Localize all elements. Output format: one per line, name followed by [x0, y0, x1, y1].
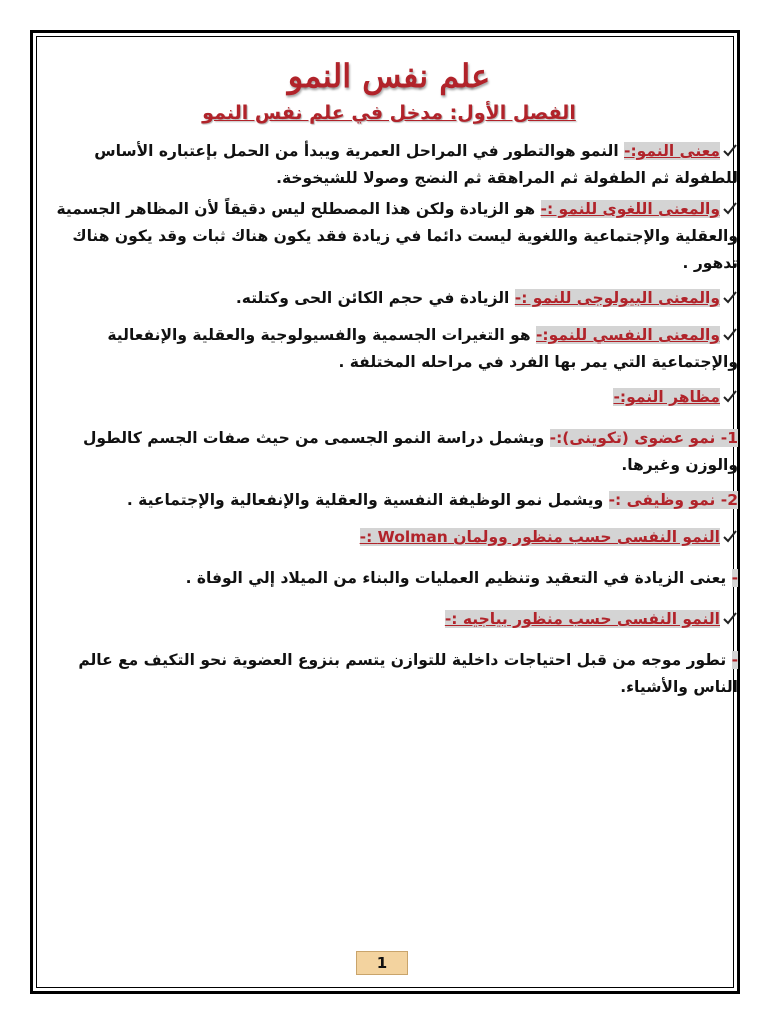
wolman-definition [36, 565, 742, 592]
section-heading-piaget [36, 606, 742, 633]
piaget-text: تطور موجه من قبل احتياجات داخلية للتوازن يتسم بنزوع العضوية نحو التكيف مع عالم الناس والأشياء. [78, 651, 738, 696]
definition-text: هو التغيرات الجسمية والفسيولوجية والعقلية والإنفعالية والإجتماعية التي يمر بها الفرد في مراحله المختلفة . [107, 326, 738, 371]
term-highlight: والمعنى اللغوى للنمو :- [540, 200, 720, 218]
term-highlight: والمعنى النفسي للنمو:- [536, 326, 720, 344]
definition-paragraph [36, 138, 742, 192]
definition-text: الزيادة في حجم الكائن الحى وكتلته. [235, 289, 515, 307]
term-highlight: مظاهر النمو:- [613, 388, 720, 406]
term-highlight: النمو النفسى حسب منظور بياجيه :- [444, 610, 720, 628]
checkmark-icon [722, 201, 738, 216]
term-highlight: معنى النمو:- [624, 142, 720, 160]
term-highlight: والمعنى البيولوجى للنمو :- [514, 289, 720, 307]
page-title: علم نفس النمو [287, 57, 491, 95]
checkmark-icon [722, 529, 738, 544]
term-highlight: 2- نمو وظيفى :- [608, 491, 738, 509]
definition-text: النمو هوالتطور في المراحل العمرية ويبدأ من الحمل بإعتباره الأساس للطفولة ثم الطفولة ثم المراهقة ثم النضج وصولا للشيخوخة. [94, 142, 738, 187]
section-heading-wolman [36, 524, 742, 551]
page-number: 1 [356, 951, 408, 975]
numbered-item [36, 487, 742, 514]
section-heading-aspects [36, 384, 742, 411]
chapter-heading: الفصل الأول: مدخل في علم نفس النمو [202, 102, 576, 124]
checkmark-icon [722, 290, 738, 305]
numbered-text: ويشمل دراسة النمو الجسمى من حيث صفات الجسم كالطول والوزن وغيرها. [82, 429, 738, 474]
definition-paragraph [36, 196, 742, 277]
definition-text: هو الزيادة ولكن هذا المصطلح ليس دقيقاً لأن المظاهر الجسمية والعقلية والإجتماعية واللغوية ليست دائما في زيادة فقد يكون هناك ثبات وقد يكون هناك تدهور . [56, 200, 738, 272]
dash-highlight: - [731, 651, 738, 669]
checkmark-icon [722, 327, 738, 342]
definition-paragraph [36, 285, 742, 312]
term-highlight: النمو النفسى حسب منظور وولمان Wolman :- [359, 528, 720, 546]
checkmark-icon [722, 611, 738, 626]
piaget-definition [36, 647, 742, 701]
wolman-text: يعنى الزيادة في التعقيد وتنظيم العمليات والبناء من الميلاد إلي الوفاة . [185, 569, 732, 587]
page-content [36, 40, 742, 940]
checkmark-icon [722, 389, 738, 404]
numbered-item [36, 425, 742, 479]
definition-paragraph [36, 322, 742, 376]
dash-highlight: - [731, 569, 738, 587]
term-highlight: 1- نمو عضوى (تكوينى):- [549, 429, 738, 447]
checkmark-icon [722, 143, 738, 158]
numbered-text: ويشمل نمو الوظيفة النفسية والعقلية والإنفعالية والإجتماعية . [126, 491, 609, 509]
